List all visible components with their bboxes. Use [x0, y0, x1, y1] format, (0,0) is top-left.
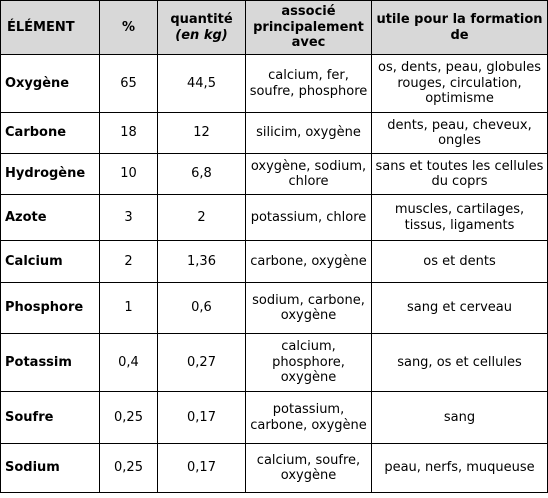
useful-cell: os et dents	[372, 241, 548, 283]
table-row	[1, 55, 548, 113]
element-name: Potassim	[1, 334, 100, 392]
table-row	[1, 392, 548, 444]
percent-cell: 3	[100, 195, 158, 241]
percent-cell: 0,25	[100, 392, 158, 444]
percent-cell: 0,25	[100, 444, 158, 493]
useful-cell: dents, peau, cheveux, ongles	[372, 113, 548, 154]
useful-cell: peau, nerfs, muqueuse	[372, 444, 548, 493]
header-percent: %	[100, 1, 158, 55]
element-name: Calcium	[1, 241, 100, 283]
table-row	[1, 195, 548, 241]
percent-cell: 65	[100, 55, 158, 113]
associated-cell: potassium, chlore	[246, 195, 372, 241]
header-quantity-unit: (en kg)	[175, 27, 228, 43]
quantity-cell: 6,8	[158, 154, 246, 195]
associated-cell: potassium, carbone, oxygène	[246, 392, 372, 444]
table-row	[1, 113, 548, 154]
quantity-cell: 0,6	[158, 283, 246, 334]
element-name: Carbone	[1, 113, 100, 154]
quantity-cell: 0,27	[158, 334, 246, 392]
associated-cell: carbone, oxygène	[246, 241, 372, 283]
percent-cell: 2	[100, 241, 158, 283]
table-row	[1, 241, 548, 283]
useful-cell: sans et toutes les cellules du coprs	[372, 154, 548, 195]
quantity-cell: 0,17	[158, 392, 246, 444]
percent-cell: 1	[100, 283, 158, 334]
associated-cell: silicim, oxygène	[246, 113, 372, 154]
element-name: Sodium	[1, 444, 100, 493]
element-name: Soufre	[1, 392, 100, 444]
quantity-cell: 2	[158, 195, 246, 241]
associated-cell: oxygène, sodium, chlore	[246, 154, 372, 195]
header-quantity-label: quantité	[170, 12, 233, 27]
percent-cell: 10	[100, 154, 158, 195]
table-row	[1, 444, 548, 493]
quantity-cell: 44,5	[158, 55, 246, 113]
associated-cell: calcium, phosphore, oxygène	[246, 334, 372, 392]
header-quantity	[158, 1, 246, 55]
header-row	[1, 1, 548, 55]
header-useful: utile pour la formation de	[372, 1, 548, 55]
associated-cell: sodium, carbone, oxygène	[246, 283, 372, 334]
associated-cell: calcium, fer, soufre, phosphore	[246, 55, 372, 113]
element-name: Phosphore	[1, 283, 100, 334]
element-name: Hydrogène	[1, 154, 100, 195]
useful-cell: sang et cerveau	[372, 283, 548, 334]
element-name: Azote	[1, 195, 100, 241]
table-row	[1, 154, 548, 195]
percent-cell: 0,4	[100, 334, 158, 392]
quantity-cell: 12	[158, 113, 246, 154]
header-element: ÉLÉMENT	[1, 1, 100, 55]
percent-cell: 18	[100, 113, 158, 154]
quantity-cell: 0,17	[158, 444, 246, 493]
useful-cell: sang	[372, 392, 548, 444]
quantity-cell: 1,36	[158, 241, 246, 283]
useful-cell: muscles, cartilages, tissus, ligaments	[372, 195, 548, 241]
header-associated: associé principalement avec	[246, 1, 372, 55]
element-name: Oxygène	[1, 55, 100, 113]
useful-cell: sang, os et cellules	[372, 334, 548, 392]
table-row	[1, 334, 548, 392]
table-row	[1, 283, 548, 334]
useful-cell: os, dents, peau, globules rouges, circulation, optimisme	[372, 55, 548, 113]
associated-cell: calcium, soufre, oxygène	[246, 444, 372, 493]
